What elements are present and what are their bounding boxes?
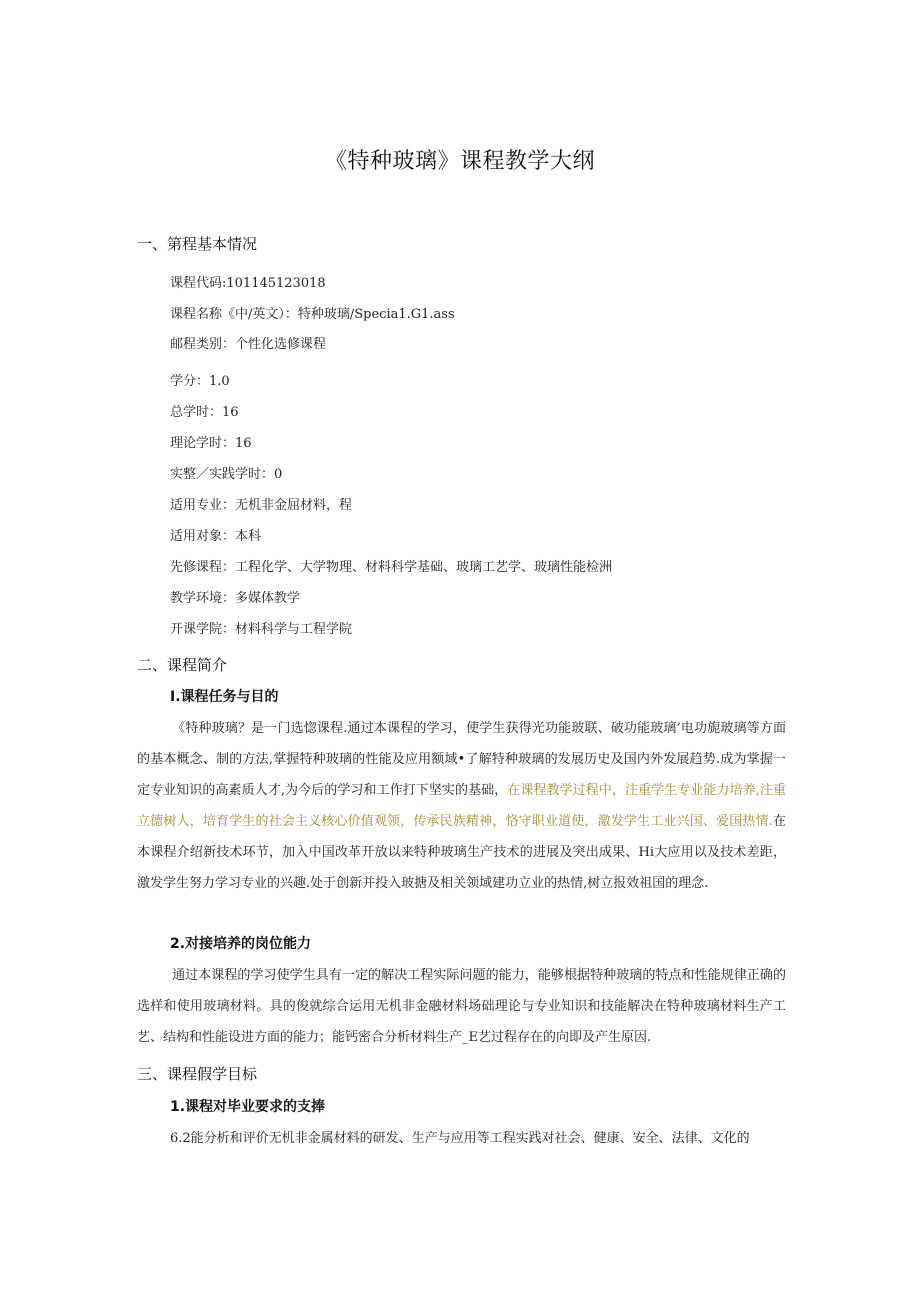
info-total-hours: 总学时：16 [170,405,239,420]
info-course-type: 邮程类别：个性化选修课程 [170,337,327,352]
info-college: 开课学院：材料科学与工程学院 [170,622,353,637]
job-ability-text: 通过本课程的学习使学生具有一定的解决工程实际问题的能力，能够根据特种玻璃的特点和性能规律正确的选样和使用玻璃材料。具的俊就综合运用无机非金融材料场础理论与专业知识和技能解决在特种玻璃材料生产工艺、结构和性能设进方面的能力；能钙密合分析材料生产_E艺过程存在的向即及产生原因. [137,968,786,1045]
info-course-code: 课程代码:101145123018 [170,276,326,291]
info-audience: 适用对象：本科 [170,529,262,544]
job-ability-paragraph [137,960,786,1053]
purpose-text-b: 在本课程介绍新技术环节，加入中国改革开放以来特种玻璃生产技术的进展及突出成果、Hi大应用以及技术差距，激发学生努力学习专业的兴趣.处于创新并投入玻搪及相关领域建功立业的热情,树立报效祖国的理念. [137,814,786,891]
section-2-heading: 二、课程简介 [137,656,228,674]
course-purpose-paragraph [137,713,786,899]
section-3-heading: 三、课程假学目标 [137,1065,258,1083]
section-2-1-heading: I.课程任务与目的 [170,689,279,705]
info-major: 适用专业：无机非金屈材料，程 [170,498,353,513]
info-theory-hours: 理论学时：16 [170,436,252,451]
info-practice-hours: 实整／实践学时：0 [170,467,283,482]
purpose-text-a: 《特种玻璃？是一门选惚课程.通过本课程的学习，使学生获得光功能玻联、破功能玻璃’电功旎玻璃等方面的基本概念、制的方法,掌握特种玻璃的性能及应用额域•了解特种玻璃的发展历史及国内外发展趋势.成为掌握一定专业知识的高素质人才,为今后的学习和工作打下坚实的基础， [137,721,786,798]
info-environment: 教学环境：多媒体教学 [170,591,301,606]
section-2-2-heading: 2.对接培养的岗位能力 [170,936,312,952]
graduation-support-paragraph [170,1123,786,1154]
section-3-1-heading: 1.课程对毕业要求的支捧 [170,1099,326,1115]
purpose-text-highlight: 在课程教学过程中，注重学生专业能力培养,注重立德树人，培育学生的社会主义核心价值观领，传承民族精神，恪守职业道使，激发学生工业兴国、爱国热情. [137,783,786,829]
section-1-heading: 一、第程基本情况 [137,235,258,253]
info-course-name: 课程名称《中/英文）：特种玻璃/Specia1.G1.ass [170,307,455,322]
info-prerequisites: 先修课程：工程化学、大学物理、材料科学基础、玻璃工艺学、玻璃性能检洲 [170,560,613,575]
info-credits: 学分：1.0 [170,374,230,389]
graduation-support-text: 6.2能分析和评价无机非金属材料的研发、生产与应用等工程实践对社会、健康、安全、法律、文化的 [170,1131,750,1146]
page-title: 《特种玻璃》课程教学大纲 [324,149,595,174]
